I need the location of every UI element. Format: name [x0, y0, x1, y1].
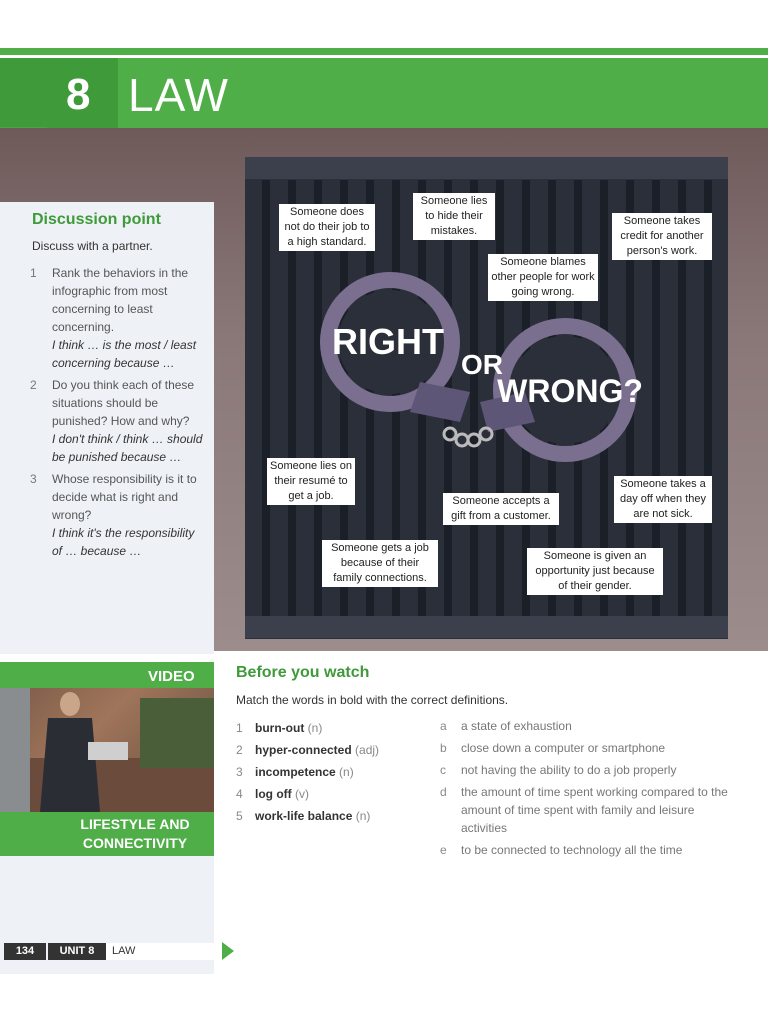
definition-text: to be connected to technology all the time [461, 843, 683, 857]
definition-item [440, 739, 740, 757]
vocabulary-item [236, 739, 436, 761]
behavior-tag: Someone does not do their job to a high standard. [279, 204, 375, 251]
vocabulary-word: incompetence [255, 765, 336, 779]
definitions-list [440, 717, 740, 863]
discussion-item-text: Rank the behaviors in the infographic from most concerning to least concerning. [52, 266, 189, 334]
vocabulary-item [236, 805, 436, 827]
footer-topic-label: LAW [106, 943, 222, 960]
page-number: 134 [4, 943, 46, 960]
vocabulary-word: work-life balance [255, 809, 353, 823]
board-top-rail [245, 157, 728, 179]
discussion-item-text: Do you think each of these situations should be punished? How and why? [52, 378, 195, 428]
discussion-item-prompt: I think it's the responsibility of … because … [52, 526, 195, 558]
vocabulary-word: burn-out [255, 721, 305, 735]
vocabulary-pos: (adj) [355, 743, 380, 757]
definition-text: the amount of time spent working compared to the amount of time spent with family and leisure activities [461, 785, 728, 835]
video-label: VIDEO [148, 668, 195, 685]
vocabulary-pos: (n) [355, 809, 371, 823]
discussion-item [30, 376, 206, 466]
vocabulary-item [236, 783, 436, 805]
definition-letter: d [440, 785, 447, 799]
definition-item [440, 717, 740, 735]
or-label: OR [461, 349, 503, 380]
top-rule [0, 48, 768, 55]
vocabulary-list [236, 717, 436, 827]
definition-item [440, 783, 740, 837]
definition-item [440, 841, 740, 859]
discussion-subtitle: Discuss with a partner. [32, 239, 153, 253]
vocabulary-number: 1 [236, 721, 243, 735]
vocabulary-item [236, 761, 436, 783]
discussion-item-number: 2 [30, 378, 37, 392]
video-still-image [0, 688, 214, 812]
vocabulary-number: 2 [236, 743, 243, 757]
before-you-watch-title: Before you watch [236, 664, 370, 681]
behavior-tag: Someone takes a day off when they are not sick. [614, 476, 712, 523]
vocabulary-number: 4 [236, 787, 243, 801]
definition-text: a state of exhaustion [461, 719, 572, 733]
vocabulary-pos: (n) [339, 765, 354, 779]
vocabulary-word: log off [255, 787, 292, 801]
handcuffs-illustration [310, 272, 660, 472]
discussion-item-number: 1 [30, 266, 37, 280]
behavior-tag: Someone lies to hide their mistakes. [413, 193, 495, 240]
behavior-tag: Someone blames other people for work going wrong. [488, 254, 598, 301]
discussion-item [30, 470, 206, 560]
behavior-tag: Someone gets a job because of their family connections. [322, 540, 438, 587]
board-bottom-rail [245, 616, 728, 638]
vocabulary-pos: (v) [295, 787, 309, 801]
behavior-tag: Someone takes credit for another person's work. [612, 213, 712, 260]
discussion-item-number: 3 [30, 472, 37, 486]
vocabulary-item [236, 717, 436, 739]
definition-letter: e [440, 843, 447, 857]
footer-unit-label: UNIT 8 [48, 943, 106, 960]
discussion-list [30, 264, 206, 564]
definition-letter: a [440, 719, 447, 733]
definition-text: not having the ability to do a job properly [461, 763, 677, 777]
discussion-item [30, 264, 206, 372]
vocabulary-pos: (n) [307, 721, 323, 735]
vocabulary-number: 5 [236, 809, 243, 823]
footer-arrow-icon [222, 942, 234, 960]
behavior-tag: Someone is given an opportunity just because of their gender. [527, 548, 663, 595]
discussion-item-text: Whose responsibility is it to decide what is right and wrong? [52, 472, 197, 522]
vocabulary-number: 3 [236, 765, 243, 779]
definition-text: close down a computer or smartphone [461, 741, 666, 755]
right-label: RIGHT [332, 321, 444, 362]
vocabulary-word: hyper-connected [255, 743, 352, 757]
discussion-item-prompt: I think … is the most / least concerning because … [52, 338, 197, 370]
discussion-item-prompt: I don't think / think … should be punished because … [52, 432, 203, 464]
behavior-tag: Someone accepts a gift from a customer. [443, 493, 559, 525]
unit-title: LAW [128, 69, 229, 121]
behavior-tag: Someone lies on their resumé to get a job. [267, 458, 355, 505]
discussion-title: Discussion point [32, 211, 161, 228]
video-caption: LIFESTYLE AND CONNECTIVITY [80, 816, 190, 851]
before-you-watch-instruction: Match the words in bold with the correct definitions. [236, 693, 509, 707]
wrong-label: WRONG? [497, 373, 643, 409]
definition-letter: c [440, 763, 446, 777]
unit-number: 8 [66, 70, 91, 119]
definition-letter: b [440, 741, 447, 755]
definition-item [440, 761, 740, 779]
video-thumbnail[interactable] [0, 688, 214, 812]
